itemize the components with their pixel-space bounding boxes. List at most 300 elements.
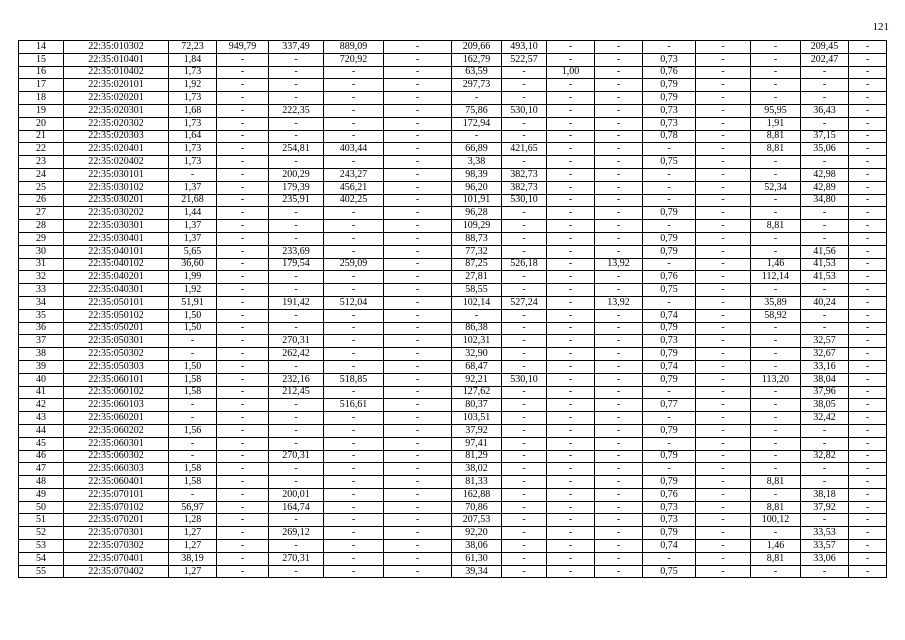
table-cell: 22:35:060102 (64, 386, 169, 399)
table-cell: 179,39 (269, 181, 324, 194)
table-cell: - (217, 271, 269, 284)
table-cell: 22:35:040101 (64, 245, 169, 258)
table-cell: - (696, 424, 751, 437)
table-cell: 37,15 (801, 130, 849, 143)
table-cell: - (595, 181, 643, 194)
table-cell: 1,64 (169, 130, 217, 143)
table-cell: - (849, 92, 887, 105)
table-row (19, 258, 887, 271)
table-cell: - (324, 552, 384, 565)
table-cell: 33 (19, 284, 64, 297)
table-row (19, 360, 887, 373)
table-cell: - (751, 527, 801, 540)
table-cell: - (502, 424, 547, 437)
table-cell: 16 (19, 66, 64, 79)
table-cell: - (696, 296, 751, 309)
table-cell: - (324, 104, 384, 117)
table-cell: - (696, 373, 751, 386)
table-cell: - (217, 322, 269, 335)
table-cell: - (217, 104, 269, 117)
table-cell: 22:35:060202 (64, 424, 169, 437)
table-cell: 21 (19, 130, 64, 143)
table-cell: - (384, 488, 452, 501)
table-row (19, 104, 887, 117)
table-cell: - (547, 552, 595, 565)
table-cell: 1,50 (169, 322, 217, 335)
table-cell: - (502, 488, 547, 501)
table-cell: - (169, 488, 217, 501)
table-cell: - (384, 194, 452, 207)
table-cell: - (384, 143, 452, 156)
table-row (19, 335, 887, 348)
table-cell: - (384, 476, 452, 489)
table-cell: 22:35:030301 (64, 220, 169, 233)
table-cell: - (217, 296, 269, 309)
table-cell: - (801, 92, 849, 105)
table-cell: 127,62 (452, 386, 502, 399)
table-cell: - (217, 156, 269, 169)
table-cell: 33,53 (801, 527, 849, 540)
table-cell: - (849, 373, 887, 386)
table-cell: - (217, 335, 269, 348)
table-cell: - (384, 220, 452, 233)
table-cell: - (324, 424, 384, 437)
table-cell: 22:35:070201 (64, 514, 169, 527)
table-cell: - (384, 53, 452, 66)
table-cell: 33,06 (801, 552, 849, 565)
table-cell: - (384, 130, 452, 143)
table-cell: - (269, 540, 324, 553)
table-cell: - (217, 399, 269, 412)
table-cell: - (384, 117, 452, 130)
table-cell: 493,10 (502, 41, 547, 54)
table-cell: - (696, 79, 751, 92)
table-cell: - (269, 412, 324, 425)
table-cell: 92,20 (452, 527, 502, 540)
table-cell: - (696, 92, 751, 105)
table-cell: 0,79 (643, 348, 696, 361)
table-cell: - (547, 540, 595, 553)
table-cell: 14 (19, 41, 64, 54)
table-cell: - (384, 104, 452, 117)
table-cell: 456,21 (324, 181, 384, 194)
table-cell: - (324, 207, 384, 220)
table-cell: 38,18 (801, 488, 849, 501)
table-cell: - (384, 565, 452, 578)
table-cell: - (324, 437, 384, 450)
table-cell: - (384, 245, 452, 258)
table-cell: 38 (19, 348, 64, 361)
table-cell: 421,65 (502, 143, 547, 156)
table-cell: - (269, 565, 324, 578)
table-cell: 232,16 (269, 373, 324, 386)
table-cell: - (547, 117, 595, 130)
table-cell: - (643, 552, 696, 565)
table-row (19, 220, 887, 233)
table-cell: - (502, 220, 547, 233)
table-cell: - (595, 476, 643, 489)
table-cell: 32,42 (801, 412, 849, 425)
table-cell: 191,42 (269, 296, 324, 309)
table-cell: - (595, 463, 643, 476)
table-row (19, 181, 887, 194)
table-cell: - (547, 386, 595, 399)
table-cell: - (696, 463, 751, 476)
table-cell: - (849, 360, 887, 373)
table-cell: - (217, 348, 269, 361)
table-cell: 32 (19, 271, 64, 284)
table-cell: 403,44 (324, 143, 384, 156)
table-cell: - (269, 322, 324, 335)
table-cell: - (595, 335, 643, 348)
table-cell: 262,42 (269, 348, 324, 361)
table-cell: 101,91 (452, 194, 502, 207)
table-cell: - (595, 79, 643, 92)
table-cell: 38,04 (801, 373, 849, 386)
table-cell: 0,79 (643, 245, 696, 258)
table-cell: 51 (19, 514, 64, 527)
table-cell: 32,67 (801, 348, 849, 361)
table-cell: - (595, 156, 643, 169)
table-cell: 38,19 (169, 552, 217, 565)
table-cell: 19 (19, 104, 64, 117)
table-cell: 22:35:010401 (64, 53, 169, 66)
table-cell: - (801, 514, 849, 527)
table-cell: - (696, 540, 751, 553)
table-cell: - (801, 309, 849, 322)
table-cell: - (595, 501, 643, 514)
table-cell: 254,81 (269, 143, 324, 156)
page-number: 121 (872, 21, 889, 33)
table-cell: 889,09 (324, 41, 384, 54)
table-cell: - (502, 437, 547, 450)
table-cell: - (751, 156, 801, 169)
table-cell: - (547, 335, 595, 348)
table-cell: - (384, 424, 452, 437)
table-cell: 50 (19, 501, 64, 514)
table-cell: - (801, 476, 849, 489)
table-cell: - (547, 463, 595, 476)
table-cell: 22:35:070301 (64, 527, 169, 540)
table-cell: - (384, 437, 452, 450)
table-cell: - (696, 168, 751, 181)
table-cell: 22:35:030101 (64, 168, 169, 181)
table-cell: 209,45 (801, 41, 849, 54)
table-cell: - (547, 41, 595, 54)
table-cell: 24 (19, 168, 64, 181)
table-cell: - (696, 53, 751, 66)
table-cell: 0,75 (643, 156, 696, 169)
table-cell: 22:35:060201 (64, 412, 169, 425)
table-cell: 32,57 (801, 335, 849, 348)
table-cell: 1,28 (169, 514, 217, 527)
table-cell: 103,51 (452, 412, 502, 425)
table-cell: - (324, 463, 384, 476)
table-cell: - (217, 79, 269, 92)
table-cell: - (751, 245, 801, 258)
table-cell: - (502, 476, 547, 489)
table-cell: 1,37 (169, 181, 217, 194)
table-row (19, 143, 887, 156)
table-row (19, 373, 887, 386)
table-cell: - (502, 117, 547, 130)
table-cell: 0,79 (643, 79, 696, 92)
table-cell: - (324, 232, 384, 245)
table-cell: - (217, 194, 269, 207)
table-cell: 22:35:050201 (64, 322, 169, 335)
table-cell: - (547, 143, 595, 156)
table-cell: - (324, 79, 384, 92)
table-cell: - (217, 527, 269, 540)
table-row (19, 399, 887, 412)
table-cell: 22:35:050302 (64, 348, 169, 361)
table-cell: 22 (19, 143, 64, 156)
table-cell: - (502, 284, 547, 297)
table-cell: - (169, 412, 217, 425)
table-cell: - (849, 540, 887, 553)
table-cell: - (384, 156, 452, 169)
table-cell: 269,12 (269, 527, 324, 540)
table-cell: - (751, 412, 801, 425)
table-cell: - (502, 501, 547, 514)
table-cell: 66,89 (452, 143, 502, 156)
table-cell: 40 (19, 373, 64, 386)
table-cell: - (849, 181, 887, 194)
table-cell: - (595, 143, 643, 156)
table-cell: - (595, 104, 643, 117)
table-cell: - (696, 309, 751, 322)
table-cell: - (217, 143, 269, 156)
table-cell: - (452, 92, 502, 105)
table-cell: - (849, 501, 887, 514)
table-cell: - (547, 79, 595, 92)
table-cell: - (384, 412, 452, 425)
table-row (19, 552, 887, 565)
table-cell: - (849, 386, 887, 399)
table-cell: - (595, 220, 643, 233)
table-cell: 17 (19, 79, 64, 92)
table-cell: - (547, 527, 595, 540)
table-row (19, 514, 887, 527)
table-cell: - (751, 232, 801, 245)
table-cell: - (217, 360, 269, 373)
table-cell: - (849, 271, 887, 284)
table-cell: - (502, 450, 547, 463)
table-cell: - (595, 284, 643, 297)
table-row (19, 424, 887, 437)
table-cell: - (217, 514, 269, 527)
table-cell: - (217, 258, 269, 271)
table-cell: - (696, 220, 751, 233)
table-row (19, 207, 887, 220)
table-cell: - (217, 53, 269, 66)
table-cell: - (384, 540, 452, 553)
table-cell: - (217, 168, 269, 181)
table-cell: - (384, 168, 452, 181)
table-cell: 22:35:070402 (64, 565, 169, 578)
table-cell: - (751, 53, 801, 66)
table-cell: 38,02 (452, 463, 502, 476)
table-cell: - (502, 66, 547, 79)
table-cell: - (751, 79, 801, 92)
table-cell: - (547, 476, 595, 489)
table-cell: - (502, 245, 547, 258)
table-cell: 22:35:050301 (64, 335, 169, 348)
table-cell: - (502, 348, 547, 361)
table-cell: - (643, 168, 696, 181)
table-cell: - (696, 143, 751, 156)
table-cell: 235,91 (269, 194, 324, 207)
table-cell: - (502, 92, 547, 105)
table-cell: 1,37 (169, 220, 217, 233)
table-cell: - (643, 220, 696, 233)
table-cell: - (696, 232, 751, 245)
table-cell: - (502, 565, 547, 578)
table-cell: - (801, 207, 849, 220)
table-cell: - (269, 220, 324, 233)
table-cell: 81,33 (452, 476, 502, 489)
table-cell: 53 (19, 540, 64, 553)
table-cell: - (384, 450, 452, 463)
table-cell: 1,37 (169, 232, 217, 245)
table-cell: - (217, 117, 269, 130)
table-cell: - (502, 156, 547, 169)
table-cell: - (502, 412, 547, 425)
table-row (19, 194, 887, 207)
table-cell: 402,25 (324, 194, 384, 207)
table-cell: 22:35:070102 (64, 501, 169, 514)
table-cell: - (595, 168, 643, 181)
table-cell: - (502, 322, 547, 335)
table-cell: - (696, 412, 751, 425)
table-cell: - (217, 207, 269, 220)
table-cell: - (696, 117, 751, 130)
table-cell: - (384, 271, 452, 284)
table-cell: - (696, 476, 751, 489)
table-cell: - (269, 207, 324, 220)
data-table (18, 40, 887, 578)
table-cell: 40,24 (801, 296, 849, 309)
table-cell: 1,27 (169, 540, 217, 553)
table-cell: - (849, 514, 887, 527)
table-cell: - (269, 399, 324, 412)
table-cell: - (696, 66, 751, 79)
table-cell: - (547, 207, 595, 220)
table-cell: 222,35 (269, 104, 324, 117)
table-cell: 72,23 (169, 41, 217, 54)
table-cell: 31 (19, 258, 64, 271)
table-cell: 1,92 (169, 79, 217, 92)
table-row (19, 348, 887, 361)
table-cell: - (595, 194, 643, 207)
table-cell: - (696, 284, 751, 297)
table-cell: - (217, 284, 269, 297)
table-cell: - (269, 284, 324, 297)
table-cell: 1,58 (169, 463, 217, 476)
table-cell: 38,06 (452, 540, 502, 553)
table-cell: 530,10 (502, 194, 547, 207)
table-cell: 22:35:050101 (64, 296, 169, 309)
table-row (19, 53, 887, 66)
table-cell: 75,86 (452, 104, 502, 117)
table-cell: 42,89 (801, 181, 849, 194)
table-cell: - (502, 207, 547, 220)
table-cell: - (849, 527, 887, 540)
table-cell: - (595, 271, 643, 284)
table-cell: 22:35:040102 (64, 258, 169, 271)
table-cell: 0,73 (643, 117, 696, 130)
table-cell: - (384, 309, 452, 322)
table-cell: 1,73 (169, 117, 217, 130)
table-cell: - (595, 130, 643, 143)
table-cell: - (595, 386, 643, 399)
table-cell: - (547, 53, 595, 66)
table-cell: - (217, 565, 269, 578)
table-cell: - (547, 399, 595, 412)
table-cell: 58,55 (452, 284, 502, 297)
table-cell: 1,84 (169, 53, 217, 66)
table-cell: - (547, 271, 595, 284)
table-row (19, 476, 887, 489)
table-cell: 22:35:020303 (64, 130, 169, 143)
table-cell: 80,37 (452, 399, 502, 412)
table-row (19, 386, 887, 399)
table-cell: 0,77 (643, 399, 696, 412)
table-cell: 22:35:030102 (64, 181, 169, 194)
table-cell: - (751, 41, 801, 54)
table-cell: - (169, 335, 217, 348)
table-cell: - (849, 194, 887, 207)
table-cell: - (384, 232, 452, 245)
table-cell: - (217, 92, 269, 105)
table-cell: - (547, 220, 595, 233)
table-cell: 1,73 (169, 92, 217, 105)
table-cell: - (217, 220, 269, 233)
table-row (19, 66, 887, 79)
table-cell: 8,81 (751, 130, 801, 143)
table-cell: - (751, 360, 801, 373)
table-cell: 102,14 (452, 296, 502, 309)
table-cell: 22:35:050102 (64, 309, 169, 322)
table-cell: - (384, 514, 452, 527)
table-cell: 88,73 (452, 232, 502, 245)
table-cell: 98,39 (452, 168, 502, 181)
table-cell: 512,04 (324, 296, 384, 309)
table-cell: 0,79 (643, 207, 696, 220)
table-cell: 27,81 (452, 271, 502, 284)
table-cell: - (269, 53, 324, 66)
table-cell: - (217, 66, 269, 79)
table-cell: 270,31 (269, 552, 324, 565)
table-row (19, 540, 887, 553)
table-row (19, 463, 887, 476)
table-cell: 37,96 (801, 386, 849, 399)
table-cell: - (547, 322, 595, 335)
table-cell: 58,92 (751, 309, 801, 322)
table-cell: 22:35:050303 (64, 360, 169, 373)
table-cell: 22:35:060301 (64, 437, 169, 450)
table-cell: 35 (19, 309, 64, 322)
table-cell: - (595, 540, 643, 553)
table-cell: - (801, 565, 849, 578)
table-cell: - (384, 399, 452, 412)
table-cell: 22:35:030201 (64, 194, 169, 207)
table-cell: 22:35:040301 (64, 284, 169, 297)
table-cell: 68,47 (452, 360, 502, 373)
table-cell: - (502, 79, 547, 92)
table-row (19, 117, 887, 130)
table-cell: 43 (19, 412, 64, 425)
